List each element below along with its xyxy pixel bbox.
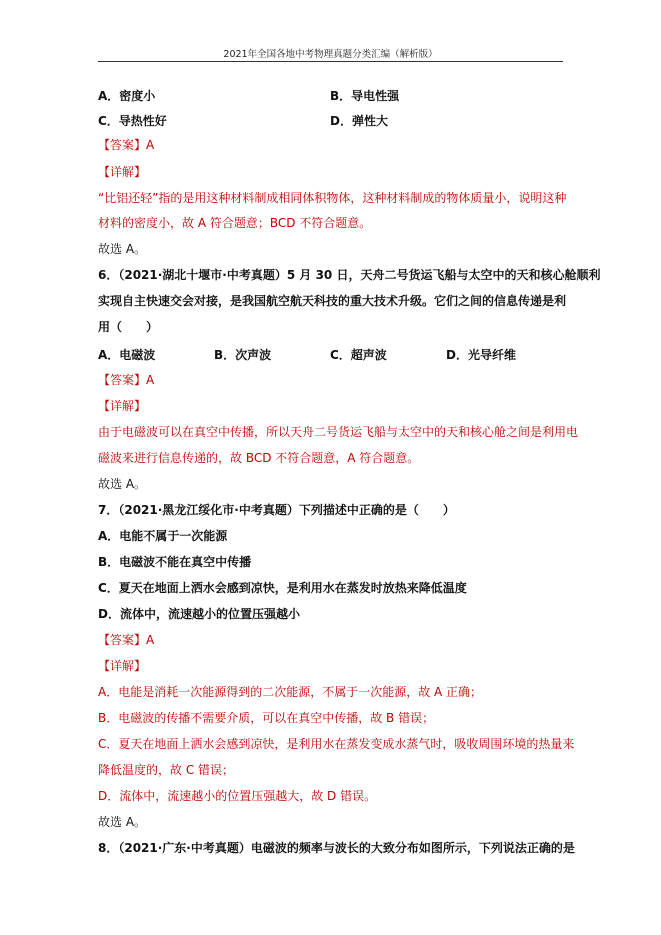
q6-stem-line-2: 实现自主快速交会对接，是我国航空航天科技的重大技术升级。它们之间的信息传递是利 <box>98 294 567 308</box>
q7-explanation-line-1: A．电能是消耗一次能源得到的二次能源，不属于一次能源，故 A 正确； <box>98 685 483 699</box>
q5-detail-label: 【详解】 <box>98 165 147 179</box>
q5-option-b: B．导电性强 <box>330 89 400 103</box>
q6-explanation-line-2: 磁波来进行信息传递的，故 BCD 不符合题意，A 符合题意。 <box>98 451 420 465</box>
q7-option-b: B．电磁波不能在真空中传播 <box>98 555 252 569</box>
q7-stem: 7．（2021·黑龙江绥化市·中考真题）下列描述中正确的是（ ） <box>98 503 455 517</box>
q7-option-a: A．电能不属于一次能源 <box>98 529 228 543</box>
q7-explanation-line-4: 降低温度的，故 C 错误； <box>98 763 235 777</box>
q5-option-a: A．密度小 <box>98 89 156 103</box>
q7-explanation-line-2: B．电磁波的传播不需要介质，可以在真空中传播，故 B 错误； <box>98 711 435 725</box>
q7-option-d: D．流体中，流速越小的位置压强越小 <box>98 607 300 621</box>
header-rule <box>98 61 563 62</box>
q6-stem-line-1: 6．（2021·湖北十堰市·中考真题）5 月 30 日，天舟二号货运飞船与太空中的天和核心舱顺利 <box>98 268 601 282</box>
q5-answer: 【答案】A <box>98 138 155 152</box>
q6-conclusion: 故选 A。 <box>98 477 147 491</box>
q5-conclusion: 故选 A。 <box>98 242 147 256</box>
q6-option-b: B．次声波 <box>214 348 272 362</box>
q5-option-d: D．弹性大 <box>330 114 388 128</box>
q7-explanation-line-3: C．夏天在地面上洒水会感到凉快，是利用水在蒸发变成水蒸气时，吸收周围环境的热量来 <box>98 737 575 751</box>
q6-option-c: C．超声波 <box>330 348 387 362</box>
q7-detail-label: 【详解】 <box>98 659 147 673</box>
q8-stem: 8．（2021·广东·中考真题）电磁波的频率与波长的大致分布如图所示，下列说法正确的是 <box>98 841 575 855</box>
q5-option-c: C．导热性好 <box>98 114 167 128</box>
q5-explanation-line-2: 材料的密度小，故 A 符合题意；BCD 不符合题意。 <box>98 216 372 230</box>
q6-stem-line-3: 用（ ） <box>98 320 159 334</box>
q6-detail-label: 【详解】 <box>98 399 147 413</box>
q6-option-a: A．电磁波 <box>98 348 156 362</box>
q6-answer: 【答案】A <box>98 373 155 387</box>
q7-option-c: C．夏天在地面上洒水会感到凉快，是利用水在蒸发时放热来降低温度 <box>98 581 467 595</box>
q7-explanation-line-5: D．流体中，流速越小的位置压强越大，故 D 错误。 <box>98 789 377 803</box>
q7-conclusion: 故选 A。 <box>98 815 147 829</box>
q5-explanation-line-1: “比铝还轻”指的是用这种材料制成相同体积物体，这种材料制成的物体质量小，说明这种 <box>98 191 567 205</box>
q6-option-d: D．光导纤维 <box>446 348 516 362</box>
page-header-title: 2021年全国各地中考物理真题分类汇编（解析版） <box>223 49 438 60</box>
q6-explanation-line-1: 由于电磁波可以在真空中传播，所以天舟二号货运飞船与太空中的天和核心舱之间是利用电 <box>98 425 579 439</box>
q7-answer: 【答案】A <box>98 633 155 647</box>
